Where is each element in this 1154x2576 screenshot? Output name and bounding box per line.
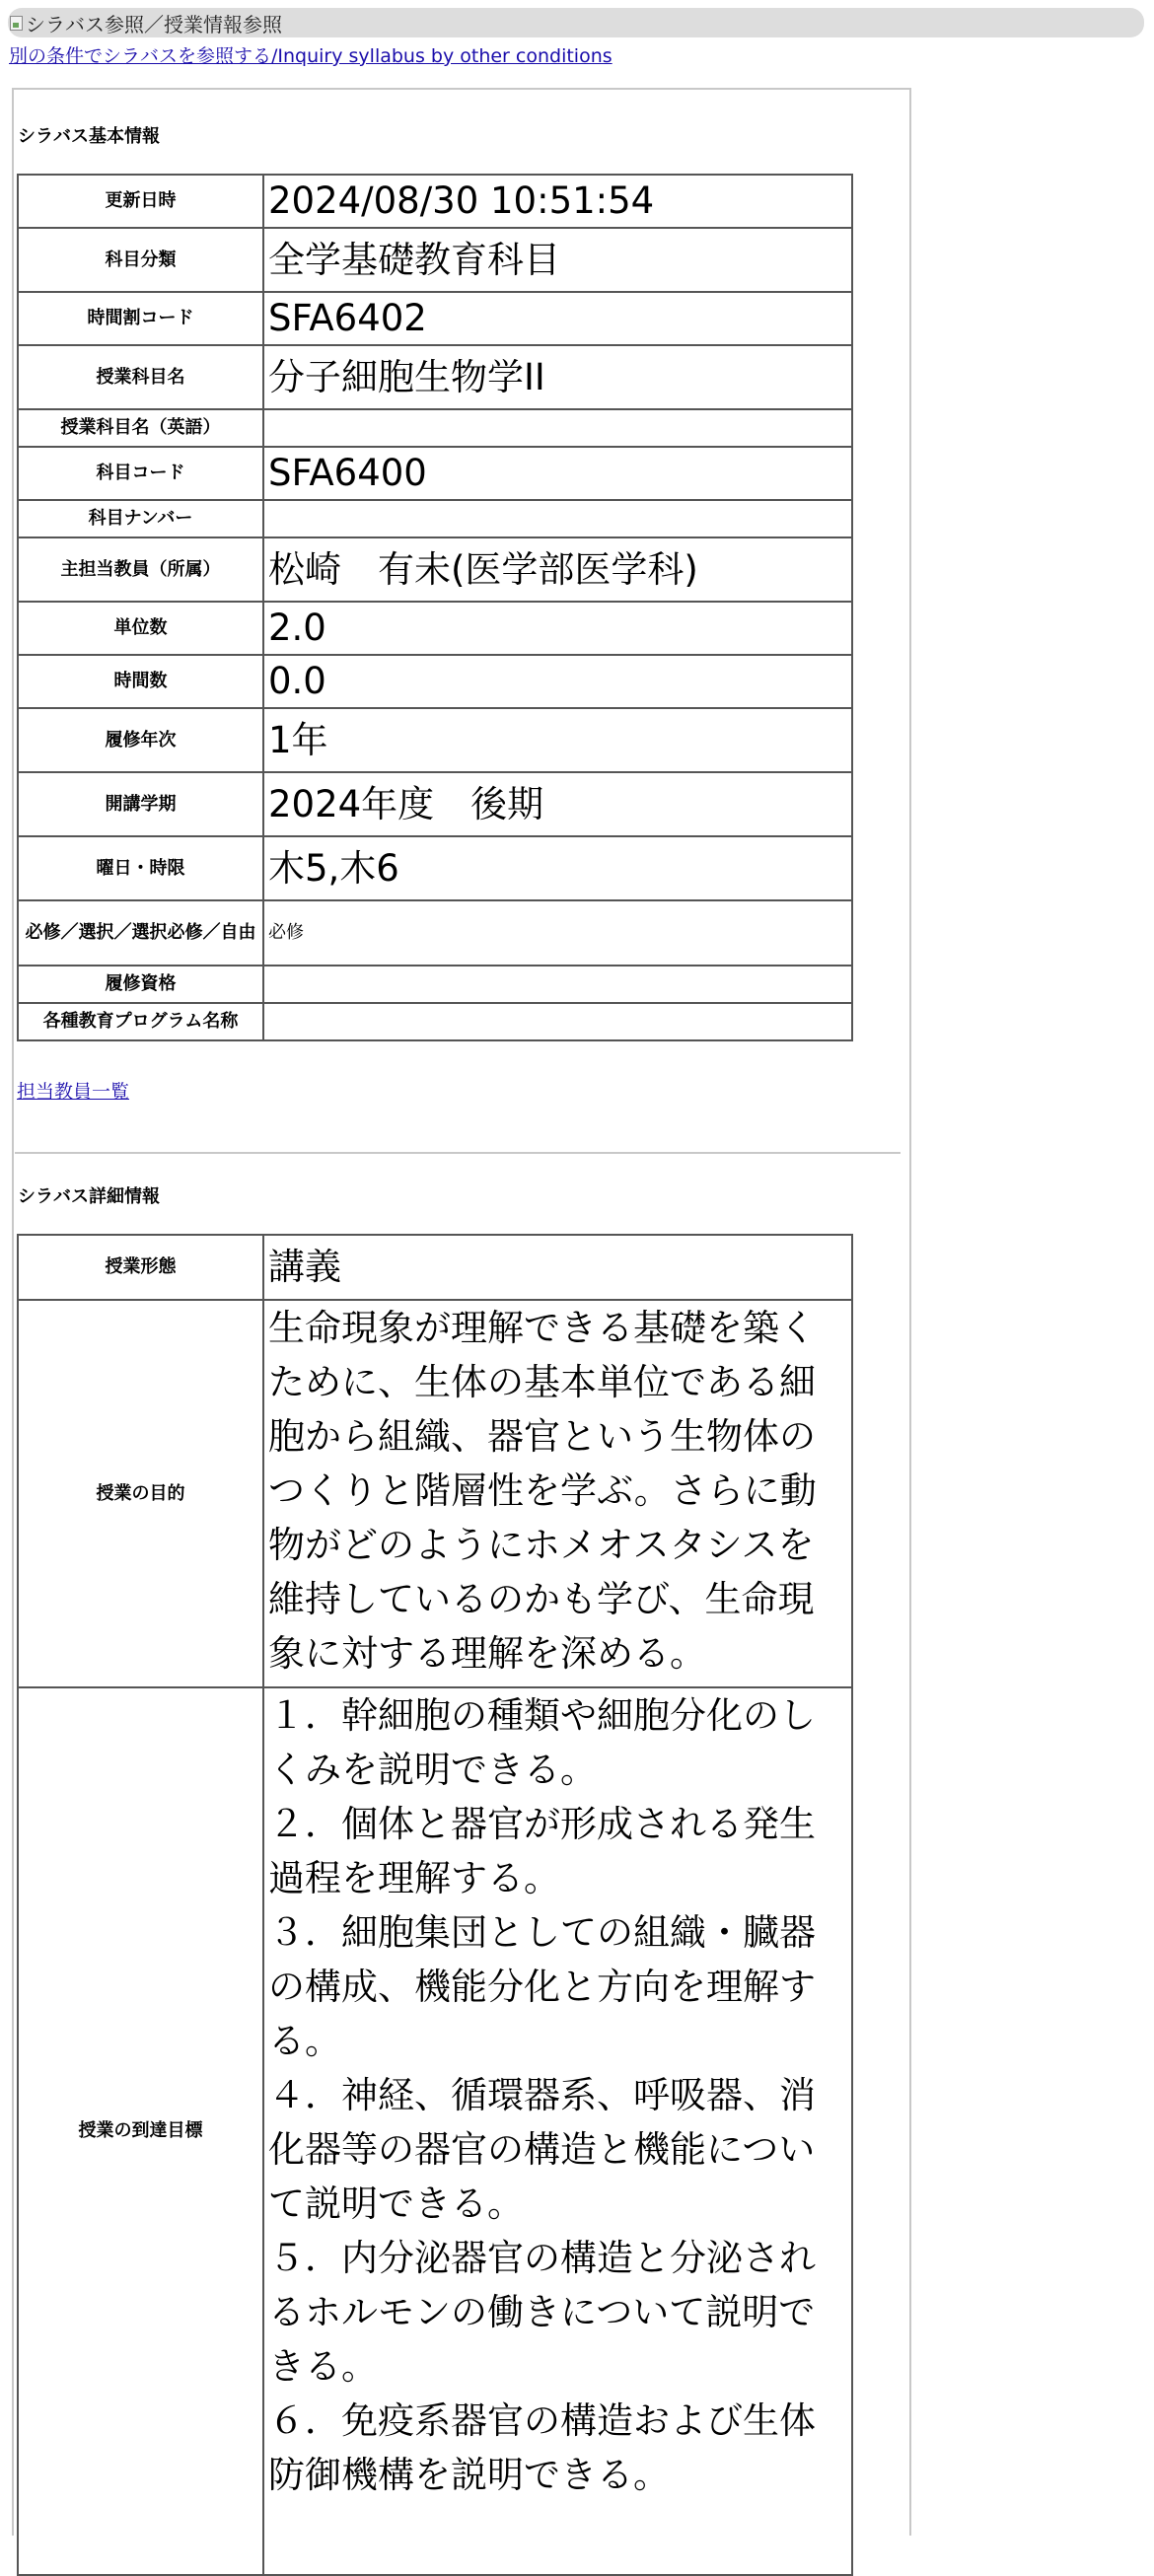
table-row	[18, 292, 852, 345]
row-label: 授業の目的	[18, 1300, 263, 1687]
page-banner-image	[8, 8, 1144, 37]
row-value: SFA6402	[263, 292, 852, 345]
goal-line: きる。	[268, 2345, 378, 2388]
row-value	[263, 1003, 852, 1040]
goal-line: １．幹細胞の種類や細胞分化のし	[268, 1694, 816, 1737]
row-value: 木5,木6	[263, 836, 852, 900]
row-value: 松崎 有未(医学部医学科)	[263, 537, 852, 602]
row-label: 主担当教員（所属）	[18, 537, 263, 602]
row-value	[263, 1687, 852, 2575]
goal-line: ５．内分泌器官の構造と分泌され	[268, 2237, 816, 2279]
purpose-line: 胞から組織、器官という生物体の	[268, 1415, 816, 1458]
row-label: 時間割コード	[18, 292, 263, 345]
broken-image-icon	[10, 16, 23, 31]
goal-line: くみを説明できる。	[268, 1749, 597, 1791]
row-value: 2.0	[263, 602, 852, 655]
purpose-line: 象に対する理解を深める。	[268, 1632, 706, 1675]
table-row	[18, 708, 852, 772]
row-value: 1年	[263, 708, 852, 772]
row-label: 科目分類	[18, 228, 263, 292]
goal-line: 過程を理解する。	[268, 1857, 560, 1899]
goal-line: る。	[268, 2020, 341, 2062]
table-row	[18, 228, 852, 292]
purpose-line: ために、生体の基本単位である細	[268, 1361, 816, 1403]
row-label: 科目コード	[18, 447, 263, 500]
goal-line: ６．免疫系器官の構造および生体	[268, 2399, 816, 2442]
table-row	[18, 836, 852, 900]
row-value: 2024/08/30 10:51:54	[263, 175, 852, 228]
table-row	[18, 1003, 852, 1040]
table-row	[18, 345, 852, 409]
row-value: SFA6400	[263, 447, 852, 500]
row-label: 開講学期	[18, 772, 263, 836]
row-value: 0.0	[263, 655, 852, 708]
purpose-line: 生命現象が理解できる基礎を築く	[268, 1307, 816, 1349]
table-row	[18, 966, 852, 1003]
goal-line: 化器等の器官の構造と機能につい	[268, 2128, 816, 2171]
table-row	[18, 409, 852, 447]
table-row	[18, 655, 852, 708]
table-row	[18, 772, 852, 836]
row-value: 2024年度 後期	[263, 772, 852, 836]
table-row	[18, 900, 852, 966]
purpose-line: つくりと階層性を学ぶ。さらに動	[268, 1469, 817, 1512]
row-label: 授業形態	[18, 1235, 263, 1300]
purpose-line: 維持しているのかも学び、生命現	[268, 1578, 815, 1620]
row-label: 時間数	[18, 655, 263, 708]
row-label: 授業科目名	[18, 345, 263, 409]
row-label: 単位数	[18, 602, 263, 655]
row-value: 必修	[263, 900, 852, 966]
row-label: 授業科目名（英語）	[18, 409, 263, 447]
row-value	[263, 1300, 852, 1687]
table-row	[18, 1687, 852, 2575]
row-value: 全学基礎教育科目	[263, 228, 852, 292]
table-row	[18, 447, 852, 500]
table-row	[18, 175, 852, 228]
basic-info-heading: シラバス基本情報	[18, 126, 160, 147]
purpose-line: 物がどのようにホメオスタシスを	[268, 1524, 815, 1566]
row-label: 各種教育プログラム名称	[18, 1003, 263, 1040]
row-label: 必修／選択／選択必修／自由	[18, 900, 263, 966]
row-value: 講義	[263, 1235, 852, 1300]
row-label: 授業の到達目標	[18, 1687, 263, 2575]
other-conditions-link[interactable]: 別の条件でシラバスを参照する/Inquiry syllabus by other conditions	[9, 45, 613, 67]
goal-line: ４．神経、循環器系、呼吸器、消	[268, 2074, 816, 2116]
goal-line: るホルモンの働きについて説明で	[268, 2291, 816, 2333]
row-label: 履修年次	[18, 708, 263, 772]
table-row	[18, 1235, 852, 1300]
teacher-list-link[interactable]: 担当教員一覧	[17, 1081, 130, 1103]
row-label: 履修資格	[18, 966, 263, 1003]
table-row	[18, 602, 852, 655]
row-value	[263, 966, 852, 1003]
goal-line: て説明できる。	[268, 2182, 524, 2225]
section-divider	[15, 1152, 901, 1154]
goal-line: の構成、機能分化と方向を理解す	[268, 1966, 816, 2008]
table-row	[18, 537, 852, 602]
banner-alt-text: シラバス参照／授業情報参照	[26, 12, 282, 36]
row-value	[263, 500, 852, 537]
row-value	[263, 409, 852, 447]
goal-line: 防御機構を説明できる。	[268, 2454, 670, 2496]
goal-line: ３．細胞集団としての組織・臓器	[268, 1911, 816, 1954]
goal-line: ２．個体と器官が形成される発生	[268, 1803, 816, 1845]
row-value: 分子細胞生物学II	[263, 345, 852, 409]
table-row	[18, 500, 852, 537]
basic-info-table	[17, 174, 853, 1041]
row-label: 曜日・時限	[18, 836, 263, 900]
table-row	[18, 1300, 852, 1687]
detail-info-heading: シラバス詳細情報	[18, 1186, 160, 1207]
row-label: 更新日時	[18, 175, 263, 228]
row-label: 科目ナンバー	[18, 500, 263, 537]
detail-info-table	[17, 1234, 853, 2576]
